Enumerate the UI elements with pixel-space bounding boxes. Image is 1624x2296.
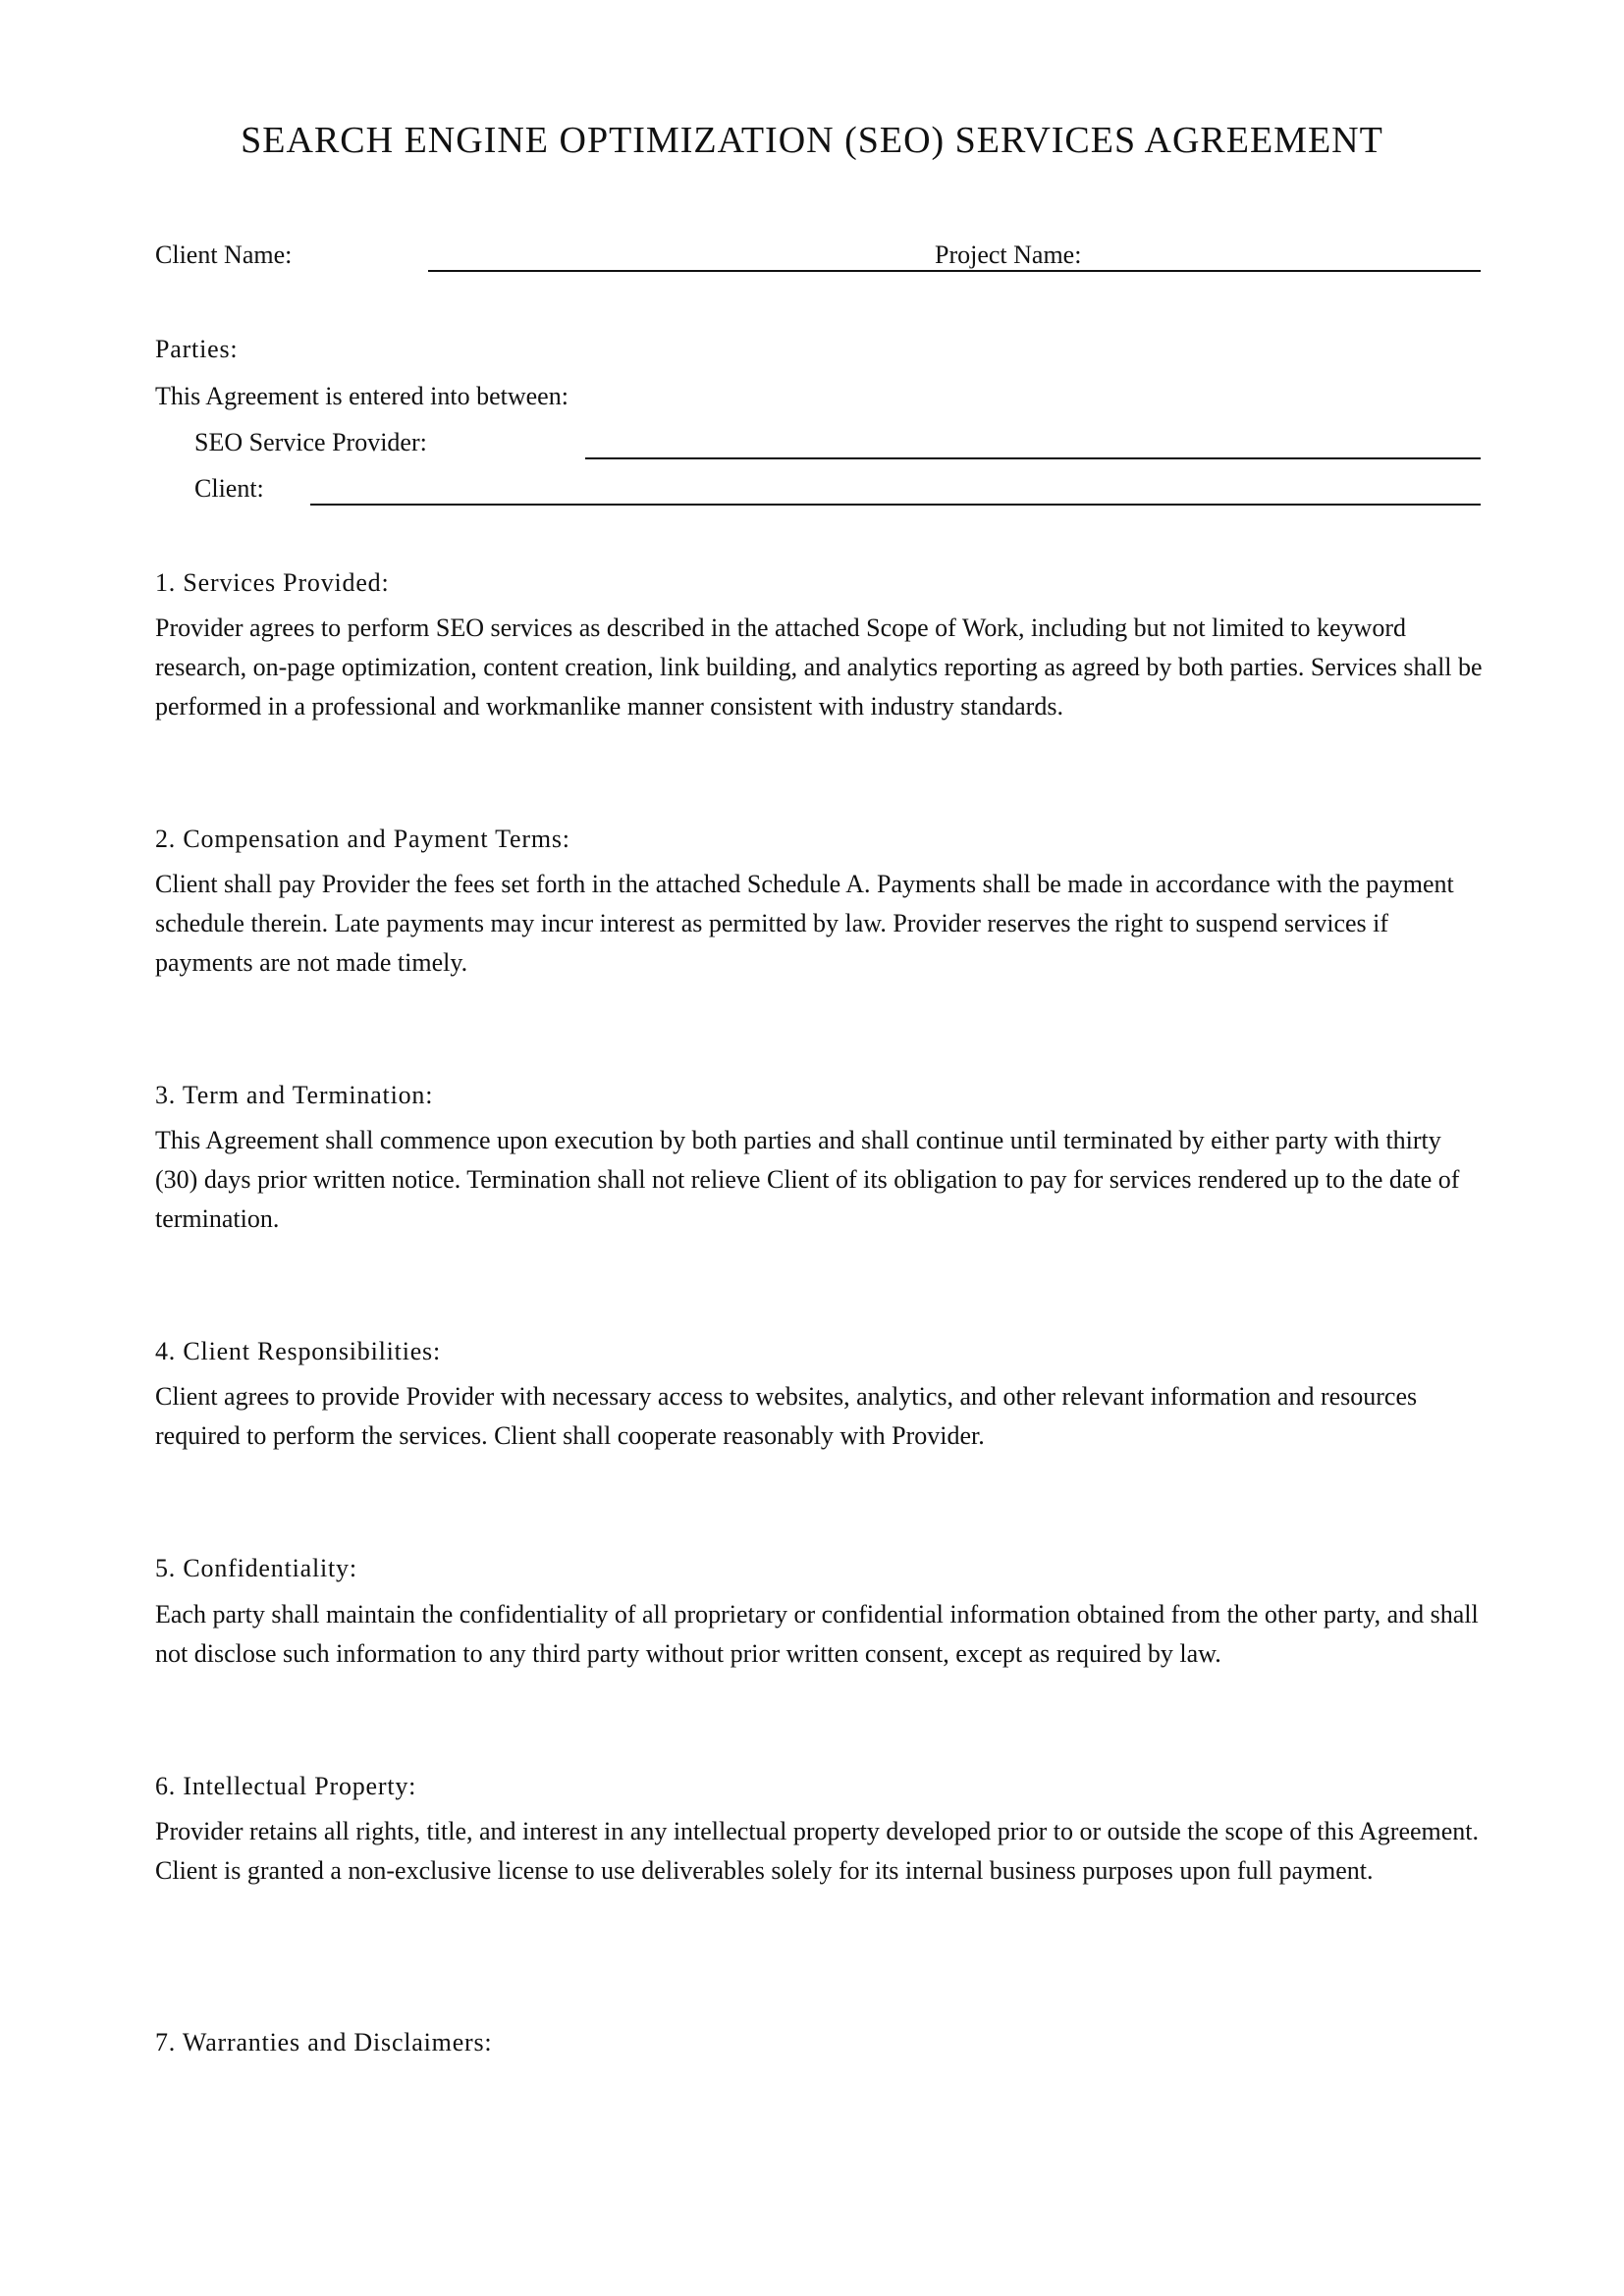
section-heading: 6. Intellectual Property: — [155, 1772, 417, 1800]
project-name-label: Project Name: — [935, 240, 1082, 269]
section-body: Each party shall maintain the confidentiality of all proprietary or confidential information obtained from the other party, and shall not disclose such information to any third party without prior written consent, except as required by law. — [155, 1600, 1479, 1668]
client-label: Client: — [194, 474, 264, 503]
section-heading: 3. Term and Termination: — [155, 1081, 434, 1109]
section-heading: 7. Warranties and Disclaimers: — [155, 2028, 493, 2056]
document-title: SEARCH ENGINE OPTIMIZATION (SEO) SERVICES AGREEMENT — [241, 120, 1383, 161]
provider-blank-line — [585, 457, 1481, 459]
client-name-label: Client Name: — [155, 240, 293, 269]
client-blank-line — [310, 504, 1481, 506]
section-body: Provider agrees to perform SEO services as described in the attached Scope of Work, including but not limited to keyword research, on-page optimization, content creation, link building, and analytics reporting as agreed by both parties. Services shall be performed in a professional and workmanlike manner consistent with industry standards. — [155, 614, 1483, 721]
section-body: Client shall pay Provider the fees set forth in the attached Schedule A. Payments shall be made in accordance with the payment schedule therein. Late payments may incur interest as permitted by law. Provider reserves the right to suspend services if payments are not made timely. — [155, 870, 1454, 977]
parties-heading: Parties: — [155, 335, 239, 363]
section-heading: 2. Compensation and Payment Terms: — [155, 825, 570, 853]
provider-label: SEO Service Provider: — [194, 428, 427, 456]
section-body: This Agreement shall commence upon execution by both parties and shall continue until terminated by either party with thirty (30) days prior written notice. Termination shall not relieve Client of its obligation to pay for services rendered up to the date of termination. — [155, 1126, 1460, 1233]
parties-intro: This Agreement is entered into between: — [155, 382, 568, 410]
section-body: Client agrees to provide Provider with necessary access to websites, analytics, and other relevant information and resources required to perform the services. Client shall cooperate reasonably with Provider. — [155, 1382, 1418, 1450]
section-heading: 1. Services Provided: — [155, 568, 390, 597]
section-heading: 5. Confidentiality: — [155, 1554, 357, 1582]
section-body: Provider retains all rights, title, and interest in any intellectual property developed prior to or outside the scope of this Agreement. Client is granted a non-exclusive license to use deliverables solely for its internal business purposes upon full payment. — [155, 1817, 1480, 1885]
section-heading: 4. Client Responsibilities: — [155, 1337, 441, 1365]
